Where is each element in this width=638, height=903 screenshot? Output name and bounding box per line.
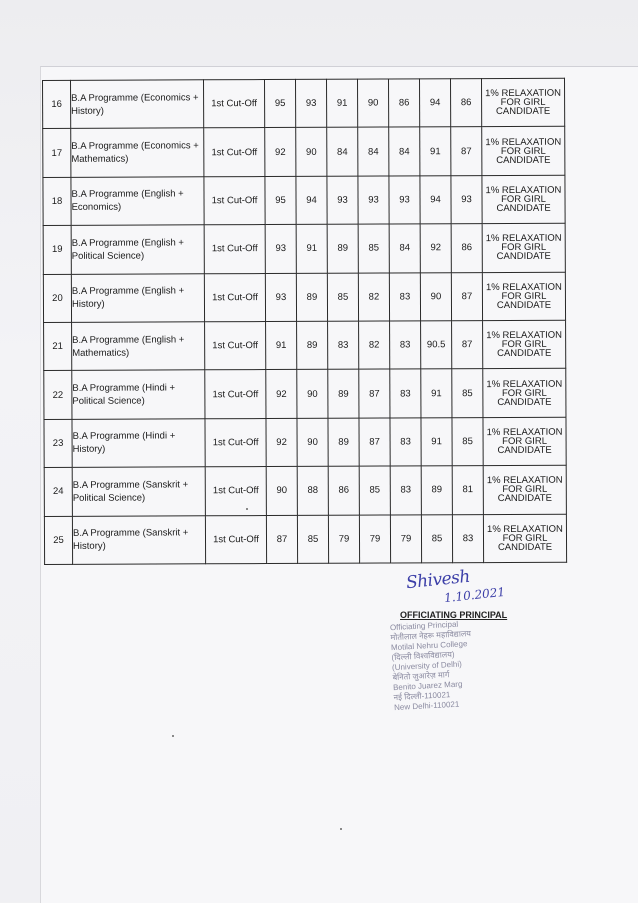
course-name-line: B.A Programme (Economics + (71, 140, 199, 152)
remark-line: CANDIDATE (496, 105, 551, 118)
serial-number-cell: 20 (43, 274, 71, 323)
remark-line: 1% RELAXATION FOR GIRL (486, 378, 563, 399)
serial-number-cell: 19 (43, 226, 71, 275)
course-name-cell (72, 322, 205, 371)
course-name-line: Mathematics) (72, 347, 130, 359)
college-stamp (390, 617, 515, 713)
remark-line: 1% RELAXATION FOR GIRL (486, 329, 563, 351)
table-row (44, 369, 566, 420)
table-row (43, 127, 565, 178)
cutoff-percentage-cell: 87 (451, 127, 482, 176)
remark-cell (483, 514, 566, 563)
course-name-line: Economics) (71, 202, 122, 214)
cutoff-percentage-cell: 93 (265, 225, 296, 274)
cutoff-label-cell: 1st Cut-Off (205, 515, 266, 564)
remark-line: 1% RELAXATION FOR GIRL (485, 184, 562, 205)
remark-line: 1% RELAXATION FOR GIRL (485, 233, 562, 254)
cutoff-label-cell: 1st Cut-Off (204, 273, 265, 322)
cutoff-percentage-cell: 89 (421, 466, 452, 515)
serial-number-cell: 23 (44, 419, 72, 468)
cutoff-percentage-cell: 90 (266, 467, 297, 516)
cutoff-percentage-cell: 94 (419, 79, 450, 128)
cutoff-percentage-cell: 81 (452, 466, 483, 515)
course-name-line: History) (71, 298, 105, 311)
cutoff-percentage-cell: 85 (359, 466, 390, 515)
cutoff-percentage-cell: 85 (421, 514, 452, 563)
cutoff-percentage-cell: 93 (265, 273, 296, 322)
course-name-cell (72, 467, 205, 516)
cutoff-percentage-cell: 88 (297, 466, 328, 515)
remark-line: CANDIDATE (497, 493, 552, 505)
cutoff-percentage-cell: 91 (296, 224, 327, 273)
cutoff-percentage-cell: 83 (390, 466, 421, 515)
cutoff-percentage-cell: 79 (390, 514, 421, 563)
cutoff-table (42, 78, 567, 565)
handwritten-signature: Shivesh (405, 566, 471, 594)
cutoff-percentage-cell: 86 (450, 79, 481, 128)
cutoff-percentage-cell: 93 (295, 79, 326, 128)
cutoff-percentage-cell: 90 (420, 272, 451, 321)
cutoff-percentage-cell: 85 (297, 515, 328, 564)
remark-line: 1% RELAXATION FOR GIRL (485, 87, 562, 109)
cutoff-percentage-cell: 86 (328, 466, 359, 515)
cutoff-percentage-cell: 89 (327, 224, 358, 273)
cutoff-label-cell: 1st Cut-Off (204, 225, 265, 274)
cutoff-percentage-cell: 89 (328, 418, 359, 467)
cutoff-percentage-cell: 84 (389, 224, 420, 273)
table-body (43, 78, 567, 564)
cutoff-percentage-cell: 85 (452, 417, 483, 466)
course-name-line: History) (72, 444, 106, 456)
cutoff-percentage-cell: 91 (421, 417, 452, 466)
course-name-cell (71, 80, 204, 129)
cutoff-percentage-cell: 83 (390, 369, 421, 418)
cutoff-percentage-cell: 83 (328, 321, 359, 370)
table-row (44, 417, 566, 468)
remark-cell (481, 78, 564, 127)
cutoff-percentage-cell: 83 (390, 418, 421, 467)
course-name-cell (71, 225, 204, 274)
scan-speck (340, 828, 342, 830)
course-name-line: B.A Programme (English + (71, 237, 184, 249)
remark-line: CANDIDATE (497, 396, 552, 408)
cutoff-percentage-cell: 93 (451, 175, 482, 224)
remark-line: 1% RELAXATION FOR GIRL (485, 136, 562, 157)
serial-number-cell: 17 (43, 129, 71, 178)
cutoff-percentage-cell: 86 (388, 79, 419, 128)
cutoff-percentage-cell: 95 (265, 176, 296, 225)
cutoff-percentage-cell: 89 (328, 369, 359, 418)
course-name-line: Political Science) (72, 395, 145, 407)
stamp-line: Officiating Principal (389, 619, 459, 633)
course-name-line: Political Science) (72, 492, 146, 504)
course-name-cell (72, 515, 205, 564)
cutoff-percentage-cell: 90 (297, 370, 328, 419)
remark-line: CANDIDATE (497, 444, 552, 456)
cutoff-percentage-cell: 87 (359, 369, 390, 418)
cutoff-percentage-cell: 90 (296, 128, 327, 177)
course-name-line: B.A Programme (Hindi + (72, 430, 176, 443)
officiating-principal-label: OFFICIATING PRINCIPAL (400, 610, 508, 620)
cutoff-percentage-cell: 92 (266, 418, 297, 467)
serial-number-cell: 18 (43, 177, 71, 226)
cutoff-percentage-cell: 91 (420, 127, 451, 176)
cutoff-percentage-cell: 87 (451, 272, 482, 321)
remark-line: CANDIDATE (496, 251, 551, 263)
cutoff-label-cell: 1st Cut-Off (205, 321, 266, 370)
course-name-line: B.A Programme (English + (72, 334, 185, 346)
cutoff-label-cell: 1st Cut-Off (205, 467, 266, 516)
cutoff-percentage-cell: 85 (452, 369, 483, 418)
remark-cell (482, 175, 565, 224)
course-name-cell (71, 128, 204, 177)
serial-number-cell: 24 (44, 467, 72, 516)
course-name-line: B.A Programme (Economics + (71, 92, 199, 104)
stamp-line: Benito Juarez Marg (392, 679, 463, 693)
cutoff-percentage-cell: 83 (390, 321, 421, 370)
cutoff-percentage-cell: 86 (451, 224, 482, 273)
course-name-cell (72, 419, 205, 468)
cutoff-percentage-cell: 87 (452, 321, 483, 370)
scan-speck (172, 735, 174, 737)
cutoff-percentage-cell: 85 (327, 273, 358, 322)
table-row (43, 175, 565, 226)
cutoff-table-container (42, 78, 563, 565)
cutoff-percentage-cell: 92 (266, 370, 297, 419)
cutoff-percentage-cell: 91 (266, 321, 297, 370)
cutoff-percentage-cell: 92 (420, 224, 451, 273)
remark-line: CANDIDATE (497, 541, 553, 553)
cutoff-label-cell: 1st Cut-Off (204, 128, 265, 177)
cutoff-percentage-cell: 93 (327, 176, 358, 225)
cutoff-percentage-cell: 89 (296, 273, 327, 322)
remark-line: CANDIDATE (496, 299, 552, 311)
stamp-line: New Delhi-110021 (393, 699, 460, 713)
scan-speck (246, 508, 248, 510)
cutoff-percentage-cell: 84 (358, 127, 389, 176)
table-row (44, 320, 566, 371)
remark-line: CANDIDATE (496, 202, 551, 214)
remark-cell (483, 465, 566, 514)
cutoff-percentage-cell: 90 (357, 79, 388, 128)
cutoff-percentage-cell: 90 (297, 418, 328, 467)
cutoff-percentage-cell: 94 (420, 175, 451, 224)
course-name-line: B.A Programme (Hindi + (72, 382, 176, 394)
cutoff-percentage-cell: 90.5 (421, 321, 452, 370)
table-row (44, 514, 566, 565)
remark-line: CANDIDATE (497, 347, 552, 360)
remark-cell (482, 127, 565, 176)
cutoff-percentage-cell: 83 (389, 272, 420, 321)
course-name-line: Political Science) (71, 250, 145, 262)
remark-line: CANDIDATE (496, 154, 551, 166)
cutoff-percentage-cell: 95 (265, 79, 296, 128)
cutoff-percentage-cell: 91 (421, 369, 452, 418)
cutoff-percentage-cell: 89 (297, 321, 328, 370)
cutoff-percentage-cell: 79 (328, 515, 359, 564)
remark-cell (483, 320, 566, 369)
serial-number-cell: 16 (43, 80, 71, 129)
remark-cell (483, 369, 566, 418)
remark-line: 1% RELAXATION FOR GIRL (485, 281, 562, 302)
serial-number-cell: 21 (44, 322, 72, 371)
course-name-line: B.A Programme (English + (71, 285, 185, 298)
course-name-line: B.A Programme (Sanskrit + (72, 479, 189, 491)
stamp-line: Motilal Nehru College (390, 639, 468, 653)
table-row (43, 78, 565, 129)
stamp-line: (दिल्ली विश्वविद्यालय) (391, 649, 455, 663)
remark-line: 1% RELAXATION FOR GIRL (487, 523, 563, 544)
remark-cell (483, 417, 566, 466)
remark-cell (482, 223, 565, 272)
cutoff-label-cell: 1st Cut-Off (205, 418, 266, 467)
cutoff-percentage-cell: 87 (359, 418, 390, 467)
cutoff-percentage-cell: 87 (266, 515, 297, 564)
serial-number-cell: 22 (44, 371, 72, 420)
table-row (43, 223, 565, 274)
remark-line: 1% RELAXATION FOR GIRL (486, 426, 563, 447)
cutoff-percentage-cell: 93 (358, 176, 389, 225)
course-name-cell (72, 370, 205, 419)
stamp-line: (University of Delhi) (391, 659, 462, 673)
stamp-line: मोतीलाल नेहरू महाविद्यालय (390, 628, 472, 643)
course-name-cell (71, 177, 204, 226)
cutoff-percentage-cell: 82 (359, 321, 390, 370)
cutoff-percentage-cell: 79 (359, 514, 390, 563)
cutoff-label-cell: 1st Cut-Off (204, 80, 265, 129)
remark-cell (482, 272, 565, 321)
table-row (44, 465, 566, 516)
course-name-line: History) (71, 105, 104, 117)
cutoff-percentage-cell: 91 (326, 79, 357, 128)
cutoff-label-cell: 1st Cut-Off (204, 176, 265, 225)
stamp-line: बेनितो जुआरेज़ मार्ग (392, 670, 450, 683)
cutoff-percentage-cell: 83 (452, 514, 483, 563)
course-name-line: B.A Programme (Sanskrit + (72, 527, 189, 540)
cutoff-percentage-cell: 94 (296, 176, 327, 225)
course-name-line: B.A Programme (English + (71, 188, 184, 201)
cutoff-percentage-cell: 85 (358, 224, 389, 273)
cutoff-label-cell: 1st Cut-Off (205, 370, 266, 419)
signature-date: 1.10.2021 (443, 584, 506, 606)
stamp-line: नई दिल्ली-110021 (393, 690, 451, 703)
course-name-line: History) (73, 540, 106, 553)
course-name-cell (71, 273, 204, 322)
table-row (43, 272, 565, 323)
cutoff-percentage-cell: 84 (389, 127, 420, 176)
remark-line: 1% RELAXATION FOR GIRL (486, 475, 563, 496)
course-name-line: Mathematics) (71, 153, 129, 165)
serial-number-cell: 25 (44, 516, 72, 565)
cutoff-percentage-cell: 92 (265, 128, 296, 177)
cutoff-percentage-cell: 93 (389, 176, 420, 225)
cutoff-percentage-cell: 84 (327, 128, 358, 177)
cutoff-percentage-cell: 82 (358, 273, 389, 322)
